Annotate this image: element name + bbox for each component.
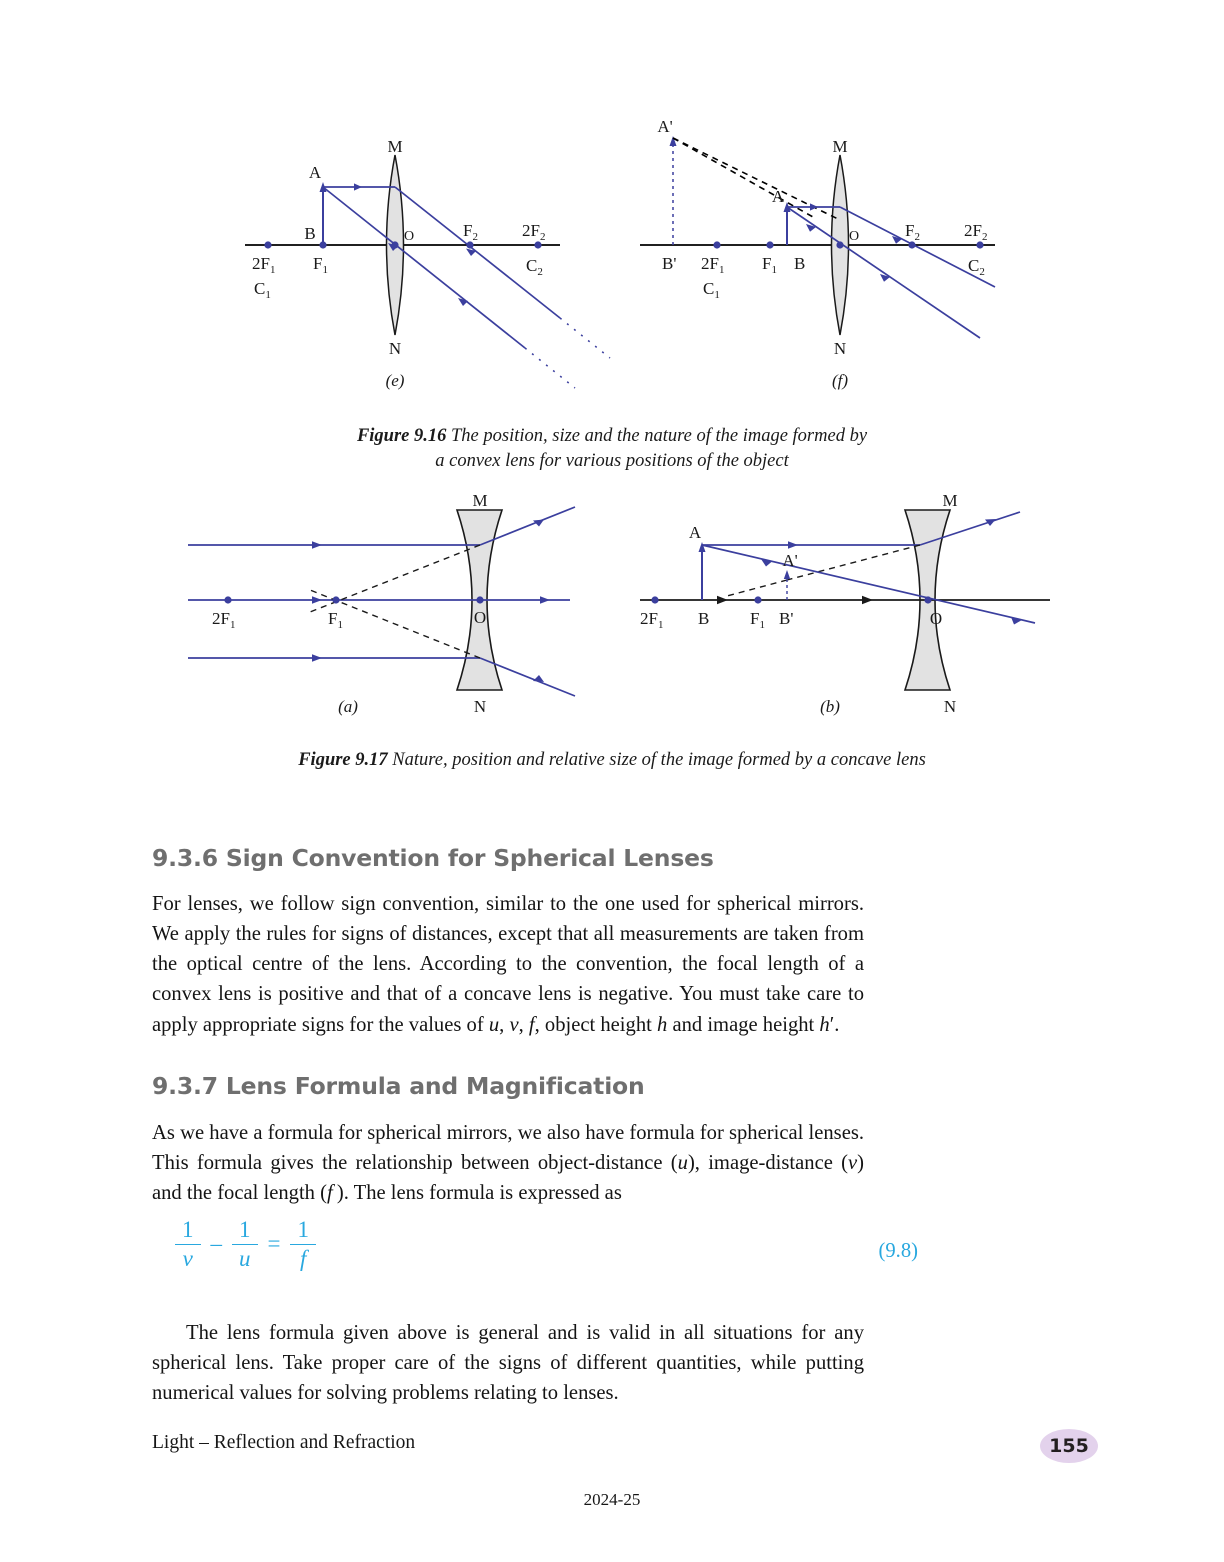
label-N: N xyxy=(943,697,957,716)
fraction-bar xyxy=(290,1244,316,1246)
point-O xyxy=(391,241,398,248)
panel-label-f: (f) xyxy=(831,371,849,390)
label-C2: $C_2$ xyxy=(968,256,985,278)
equals-operator: = xyxy=(267,1231,281,1257)
footer-year: 2024-25 xyxy=(583,1490,641,1509)
label-A: A xyxy=(771,187,785,206)
label-F1: $F_1$ xyxy=(328,609,343,631)
label-B: B xyxy=(698,609,710,628)
label-2F1: $2F_1$ xyxy=(640,609,664,631)
figure-9-17-svg xyxy=(150,490,1070,730)
fraction-bar xyxy=(232,1244,258,1246)
point-O xyxy=(924,596,931,603)
point-2F1 xyxy=(224,596,231,603)
panel-f xyxy=(640,117,995,390)
label-N: N xyxy=(473,697,487,716)
point-2F1 xyxy=(713,241,720,248)
figure-9-17-caption-line1: Nature, position and relative size of the image formed by a concave lens xyxy=(392,750,926,770)
label-B-prime: B' xyxy=(662,254,677,273)
label-A: A xyxy=(308,163,322,182)
figure-9-17-caption-label: Figure 9.17 xyxy=(298,750,388,770)
label-C1: $C_1$ xyxy=(254,279,271,301)
label-M: M xyxy=(942,491,958,510)
label-B-prime: B' xyxy=(779,609,794,628)
equation-9-8-row xyxy=(152,1217,918,1282)
object-arrowhead xyxy=(699,542,706,552)
label-B: B xyxy=(794,254,806,273)
axis-arrowhead xyxy=(312,596,322,603)
ray-extension-dotted xyxy=(560,318,610,358)
ray-arrowhead xyxy=(312,654,322,661)
point-2F1 xyxy=(651,596,658,603)
label-2F2: $2F_2$ xyxy=(522,221,546,243)
point-F1 xyxy=(754,596,761,603)
section-heading-9-3-6: 9.3.6 Sign Convention for Spherical Lenses xyxy=(152,843,714,872)
panel-label-a: (a) xyxy=(338,697,358,716)
label-F2: $F_2$ xyxy=(905,221,920,243)
figure-9-16-caption-line1: The position, size and the nature of the image formed by xyxy=(451,426,868,446)
panel-a xyxy=(188,491,575,716)
label-A: A xyxy=(688,523,702,542)
back-projection-dashed xyxy=(787,545,920,580)
image-arrowhead xyxy=(670,136,677,146)
ray-extension-dotted xyxy=(525,348,575,388)
ray-arrowhead xyxy=(788,541,798,548)
label-C1: $C_1$ xyxy=(703,279,720,301)
label-M: M xyxy=(387,137,403,156)
figure-9-16-caption-line2: a convex lens for various positions of the object xyxy=(435,450,789,471)
figure-9-16-caption xyxy=(152,424,1072,474)
panel-label-b: (b) xyxy=(820,697,840,716)
label-A-prime: A' xyxy=(657,117,673,136)
paragraph-lens-formula-intro: As we have a formula for spherical mirrors, we also have formula for spherical lenses. This formula gives the relationship between object-distance (u), image-distance (v) and the focal length (f ). The lens formula is expressed as xyxy=(152,1121,864,1205)
figure-9-16 xyxy=(150,110,1070,400)
back-projection-dashed xyxy=(727,580,787,596)
ray-arrowhead xyxy=(810,203,818,210)
ray-through-centre xyxy=(787,207,980,338)
label-M: M xyxy=(472,491,488,510)
panel-label-e: (e) xyxy=(385,371,405,390)
denominator-f: f xyxy=(300,1245,307,1271)
figure-9-17 xyxy=(150,490,1070,730)
ray-arrowhead xyxy=(354,183,362,190)
figure-9-16-caption-label: Figure 9.16 xyxy=(356,426,447,446)
paragraph-lens-formula-validity: The lens formula given above is general and is valid in all situations for any spherical lens. Take proper care of the signs of different quantities, while putting numerical values for solving problems relating to lenses. xyxy=(152,1321,864,1405)
numerator-1: 1 xyxy=(182,1217,194,1242)
point-F1 xyxy=(766,241,773,248)
label-2F1: $2F_1$ xyxy=(701,254,725,276)
fraction-one-over-v xyxy=(175,1218,201,1271)
ray-parallel-refracted xyxy=(395,187,560,318)
label-F1: $F_1$ xyxy=(750,609,765,631)
image-arrowhead xyxy=(784,570,790,579)
paragraph-sign-convention: For lenses, we follow sign convention, similar to the one used for spherical mirrors. We apply the rules for signs of distances, except that all measurements are taken from the optical centre of the lens. According to the convention, the focal length of a convex lens is positive and that of a concave lens is negative. You must take care to apply appropriate signs for the values of u, v, f, object height h and image height h′. xyxy=(152,892,864,1036)
label-O: O xyxy=(404,229,415,244)
ray-arrowhead xyxy=(533,675,544,682)
ray-parallel-refracted xyxy=(840,207,995,287)
axis-arrowhead xyxy=(540,596,550,603)
label-O: O xyxy=(929,609,943,628)
label-O: O xyxy=(849,229,860,244)
label-C2: $C_2$ xyxy=(526,256,543,278)
label-B: B xyxy=(304,224,316,243)
label-2F1: $2F_1$ xyxy=(212,609,236,631)
ray-through-centre xyxy=(323,187,525,348)
denominator-v: v xyxy=(182,1245,193,1271)
ray-arrowhead xyxy=(312,541,322,548)
point-2F1 xyxy=(264,241,271,248)
figure-9-17-caption xyxy=(152,748,1072,773)
panel-b xyxy=(640,491,1050,716)
numerator-1: 1 xyxy=(239,1217,251,1242)
point-O xyxy=(476,596,483,603)
fraction-one-over-f xyxy=(290,1218,316,1271)
back-projection-dashed xyxy=(673,138,813,217)
section-heading-9-3-7: 9.3.7 Lens Formula and Magnification xyxy=(152,1071,645,1100)
label-2F2: $2F_2$ xyxy=(964,221,988,243)
fraction-bar xyxy=(175,1244,201,1246)
label-M: M xyxy=(832,137,848,156)
minus-operator: – xyxy=(210,1231,222,1257)
equation-number-9-8: (9.8) xyxy=(878,1240,918,1262)
page-number-badge: 155 xyxy=(1040,1429,1098,1463)
figure-9-16-svg xyxy=(150,110,1070,400)
point-F1 xyxy=(332,596,339,603)
point-O xyxy=(836,241,843,248)
label-O: O xyxy=(473,608,487,627)
axis-arrowhead xyxy=(862,596,873,604)
panel-e xyxy=(245,137,610,390)
fraction-one-over-u xyxy=(232,1218,258,1271)
point-F1 xyxy=(319,241,326,248)
label-F1: $F_1$ xyxy=(762,254,777,276)
equation-9-8 xyxy=(172,1218,319,1271)
label-N: N xyxy=(833,339,847,358)
label-N: N xyxy=(388,339,402,358)
numerator-1: 1 xyxy=(297,1217,309,1242)
footer-chapter-title: Light – Reflection and Refraction xyxy=(152,1432,416,1453)
label-F2: $F_2$ xyxy=(463,221,478,243)
denominator-u: u xyxy=(239,1245,251,1271)
axis-arrowhead xyxy=(717,596,728,604)
label-F1: $F_1$ xyxy=(313,254,328,276)
label-A-prime: A' xyxy=(782,551,798,570)
label-2F1: $2F_1$ xyxy=(252,254,276,276)
